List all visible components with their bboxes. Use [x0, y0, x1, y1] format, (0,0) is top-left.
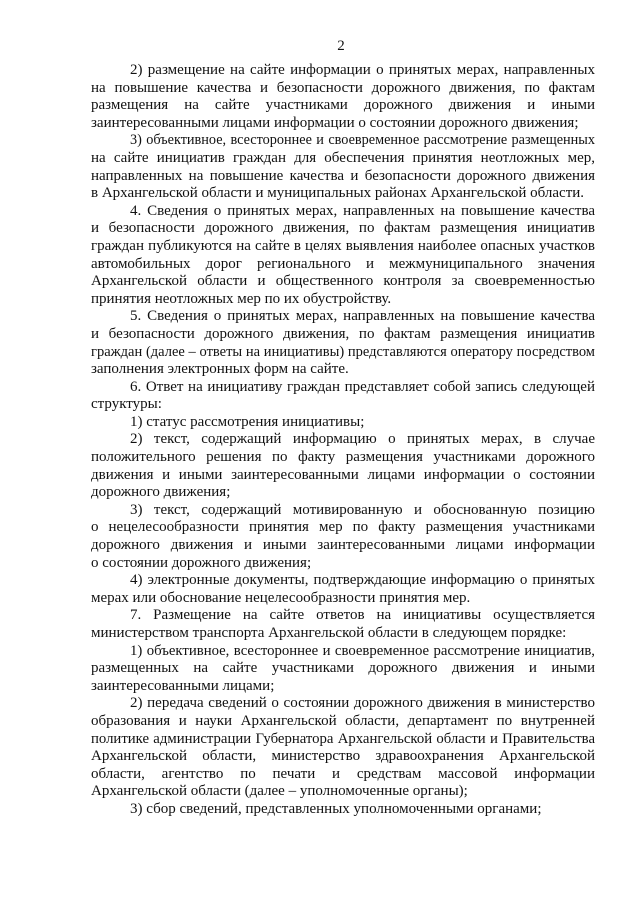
text-line: 3) текст, содержащий мотивированную и обоснованную позицию [130, 501, 595, 518]
text-line: 4. Сведения о принятых мерах, направленных на повышение качества [130, 202, 595, 219]
text-line: 5. Сведения о принятых мерах, направленных на повышение качества [130, 308, 595, 325]
text-line: заинтересованными лицами информации о состоянии дорожного движения; [91, 114, 579, 131]
text-line: 3) сбор сведений, представленных уполномоченными органами; [130, 800, 542, 817]
text-line: заполнения электронных форм на сайте. [91, 361, 349, 378]
text-line: размещения на сайте участниками дорожного движения и иными [91, 97, 595, 114]
text-line: мерах или обоснование нецелесообразности принятия мер. [91, 589, 471, 606]
page-number: 2 [337, 38, 345, 54]
text-line: политике администрации Губернатора Архангельской области и Правительства [91, 730, 595, 747]
text-line: на повышение качества и безопасности дорожного движения, по фактам [91, 79, 595, 96]
text-line: 1) статус рассмотрения инициативы; [130, 413, 365, 430]
text-line: в Архангельской области и муниципальных районах Архангельской области. [91, 185, 585, 202]
text-line: заинтересованными лицами; [91, 677, 275, 694]
text-line: Архангельской области (далее – уполномоченные органы); [91, 783, 468, 800]
text-line: движения и иными заинтересованными лицами информации о состоянии [91, 466, 595, 483]
text-line: 7. Размещение на сайте ответов на инициативы осуществляется [130, 607, 595, 624]
text-line: и безопасности дорожного движения, по фактам размещения инициатив [91, 220, 595, 237]
text-line: дорожного движения; [91, 484, 231, 501]
text-line: области, агентство по печати и средствам массовой информации [91, 765, 595, 782]
text-line: Архангельской области, министерство здравоохранения Архангельской [91, 748, 595, 765]
text-line: о нецелесообразности принятия мер по факту размещения участниками [91, 519, 595, 536]
text-line: 3) объективное, всестороннее и своевременное рассмотрение размещенных [130, 132, 595, 149]
text-line: направленных на повышение качества и безопасности дорожного движения [91, 167, 595, 184]
text-line: образования и науки Архангельской области, департамент по внутренней [91, 712, 595, 729]
text-line: 4) электронные документы, подтверждающие информацию о принятых [130, 572, 595, 589]
document-body [91, 62, 595, 819]
text-line: и безопасности дорожного движения, по фактам размещения инициатив [91, 325, 595, 342]
text-line: положительного решения по факту размещения участниками дорожного [91, 449, 595, 466]
text-line: 2) передача сведений о состоянии дорожного движения в министерство [130, 695, 595, 712]
text-line: на сайте инициатив граждан для обеспечения принятия неотложных мер, [91, 149, 595, 166]
text-line: о состоянии дорожного движения; [91, 554, 312, 571]
text-line: 2) размещение на сайте информации о принятых мерах, направленных [130, 62, 595, 78]
text-line: 2) текст, содержащий информацию о принятых мерах, в случае [130, 431, 595, 448]
text-line: принятия неотложных мер по их обустройству. [91, 290, 392, 307]
text-line: граждан (далее – ответы на инициативы) представляются оператору посредством [91, 343, 595, 360]
text-line: структуры: [91, 396, 162, 413]
text-line: министерством транспорта Архангельской области в следующем порядке: [91, 625, 567, 641]
text-line: размещенных на сайте участниками дорожного движения и иными [91, 660, 595, 677]
text-line: 1) объективное, всестороннее и своевременное рассмотрение инициатив, [130, 642, 595, 659]
text-line: граждан публикуются на сайте в целях выявления наиболее опасных участков [91, 237, 595, 254]
text-line: автомобильных дорог регионального и межмуниципального значения [91, 255, 595, 272]
text-line: дорожного движения и иными заинтересованными лицами информации [91, 537, 595, 554]
text-line: Архангельской области и общественного контроля за своевременностью [91, 273, 595, 290]
text-line: 6. Ответ на инициативу граждан представляет собой запись следующей [130, 378, 595, 395]
